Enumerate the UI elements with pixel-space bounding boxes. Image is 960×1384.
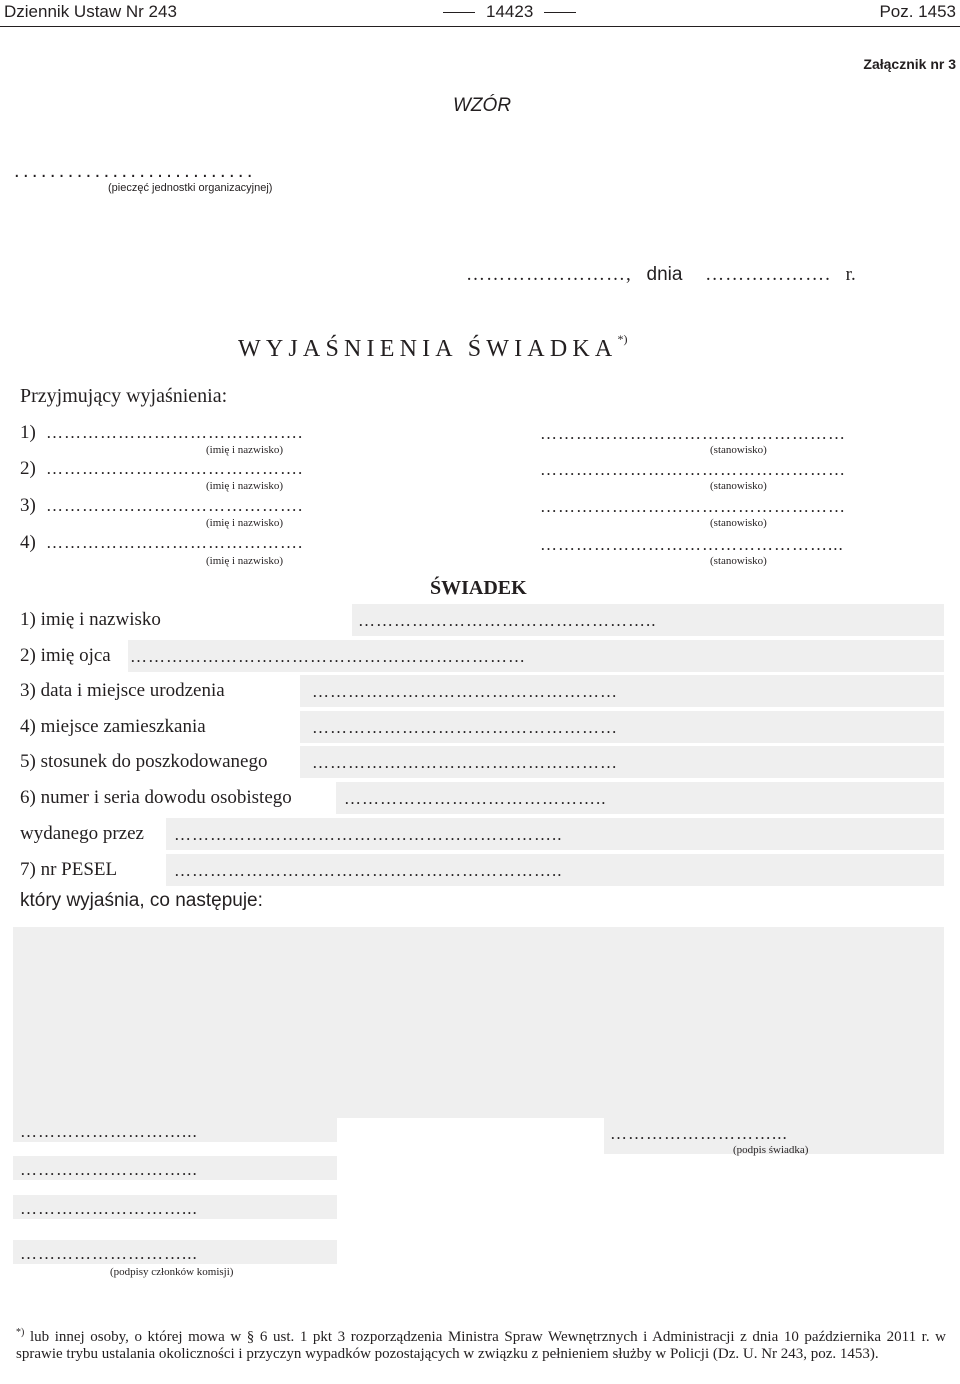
receiver-number: 4)	[20, 532, 36, 553]
date-dots: ……………….	[705, 264, 831, 285]
relation-label: 5) stosunek do poszkodowanego	[20, 751, 268, 772]
father-name-dots[interactable]: …………………………………………………………	[130, 647, 526, 666]
witness-signature-caption: (podpis świadka)	[733, 1144, 809, 1156]
receiver-number: 2)	[20, 458, 36, 479]
statement-area[interactable]	[13, 927, 944, 1118]
id-card-label: 6) numer i seria dowodu osobistego	[20, 787, 292, 808]
pesel-label: 7) nr PESEL	[20, 859, 118, 880]
template-label: WZÓR	[453, 95, 512, 116]
commission-signature-dots: ………………………...	[20, 1160, 198, 1179]
receiver-name-caption: (imię i nazwisko)	[206, 444, 283, 456]
journal-title: Dziennik Ustaw Nr 243	[4, 2, 177, 21]
witness-name-dots[interactable]: …………………………………………..	[358, 611, 657, 630]
date-line	[466, 264, 856, 286]
receiver-position-dots: ……………………………………………	[540, 460, 846, 479]
year-suffix: r.	[845, 264, 856, 285]
receivers-heading: Przyjmujący wyjaśnienia:	[20, 385, 228, 407]
receiver-position-caption: (stanowisko)	[710, 555, 767, 567]
document-title	[238, 332, 628, 363]
place-dots: ……………………,	[466, 264, 632, 285]
issued-by-dots[interactable]: ………………………………………………………..	[174, 825, 563, 844]
father-name-label: 2) imię ojca	[20, 645, 111, 666]
receiver-name-dots: …………………………………….	[46, 533, 304, 552]
birth-date-place-dots[interactable]: ……………………………………………	[312, 682, 618, 701]
footnote-marker: *)	[16, 1327, 25, 1338]
commission-signature-dots: ………………………...	[20, 1122, 198, 1141]
explains-label: który wyjaśnia, co następuje:	[20, 890, 263, 911]
receiver-row	[20, 422, 303, 444]
footnote	[16, 1327, 946, 1364]
witness-heading: ŚWIADEK	[430, 577, 527, 599]
issued-by-label: wydanego przez	[20, 823, 144, 844]
commission-signature-dots: ………………………...	[20, 1199, 198, 1218]
footnote-text: lub innej osoby, o której mowa w § 6 ust. 1 pkt 3 rozporządzenia Ministra Spraw Wewnętrznych i Administracji z dnia 10 października 2011 r. w sprawie trybu ustalania okoliczności i przyczyn wypadków pozostających w związku z pełnieniem służby w Policji (Dz. U. Nr 243, poz. 1453).	[16, 1329, 946, 1363]
dash-right	[544, 12, 576, 13]
witness-signature-dots: ………………………...	[610, 1124, 788, 1143]
receiver-name-dots: …………………………………….	[46, 459, 304, 478]
stamp-dots: ...........................	[14, 160, 256, 182]
receiver-name-caption: (imię i nazwisko)	[206, 517, 283, 529]
receiver-position-caption: (stanowisko)	[710, 480, 767, 492]
receiver-name-caption: (imię i nazwisko)	[206, 555, 283, 567]
position-number: Poz. 1453	[879, 2, 956, 21]
commission-signature-dots: ………………………...	[20, 1244, 198, 1263]
id-card-dots[interactable]: ……………………………………..	[344, 789, 607, 808]
page-number-text: 14423	[486, 2, 534, 21]
receiver-row	[20, 458, 303, 480]
receiver-position-caption: (stanowisko)	[710, 517, 767, 529]
dash-left	[443, 12, 475, 13]
receiver-row	[20, 495, 303, 517]
receiver-position-caption: (stanowisko)	[710, 444, 767, 456]
receiver-position-dots: …………………………………………...	[540, 535, 844, 554]
stamp-caption: (pieczęć jednostki organizacyjnej)	[108, 182, 273, 194]
residence-label: 4) miejsce zamieszkania	[20, 716, 206, 737]
receiver-number: 3)	[20, 495, 36, 516]
page-number	[432, 2, 587, 22]
dnia-label: dnia	[646, 264, 683, 285]
receiver-name-caption: (imię i nazwisko)	[206, 480, 283, 492]
receiver-name-dots: …………………………………….	[46, 496, 304, 515]
receiver-position-dots: ……………………………………………	[540, 497, 846, 516]
commission-caption: (podpisy członków komisji)	[110, 1266, 234, 1278]
receiver-position-dots: ……………………………………………	[540, 424, 846, 443]
receiver-number: 1)	[20, 422, 36, 443]
residence-dots[interactable]: ……………………………………………	[312, 718, 618, 737]
witness-name-label: 1) imię i nazwisko	[20, 609, 161, 630]
document-title-text: WYJAŚNIENIA ŚWIADKA	[238, 336, 618, 362]
pesel-dots[interactable]: ………………………………………………………..	[174, 861, 563, 880]
relation-dots[interactable]: ……………………………………………	[312, 753, 618, 772]
title-footnote-marker: *)	[617, 332, 628, 346]
annex-label: Załącznik nr 3	[863, 56, 956, 72]
header-rule	[0, 26, 960, 27]
receiver-name-dots: …………………………………….	[46, 423, 304, 442]
receiver-row	[20, 532, 303, 554]
birth-date-place-label: 3) data i miejsce urodzenia	[20, 680, 225, 701]
